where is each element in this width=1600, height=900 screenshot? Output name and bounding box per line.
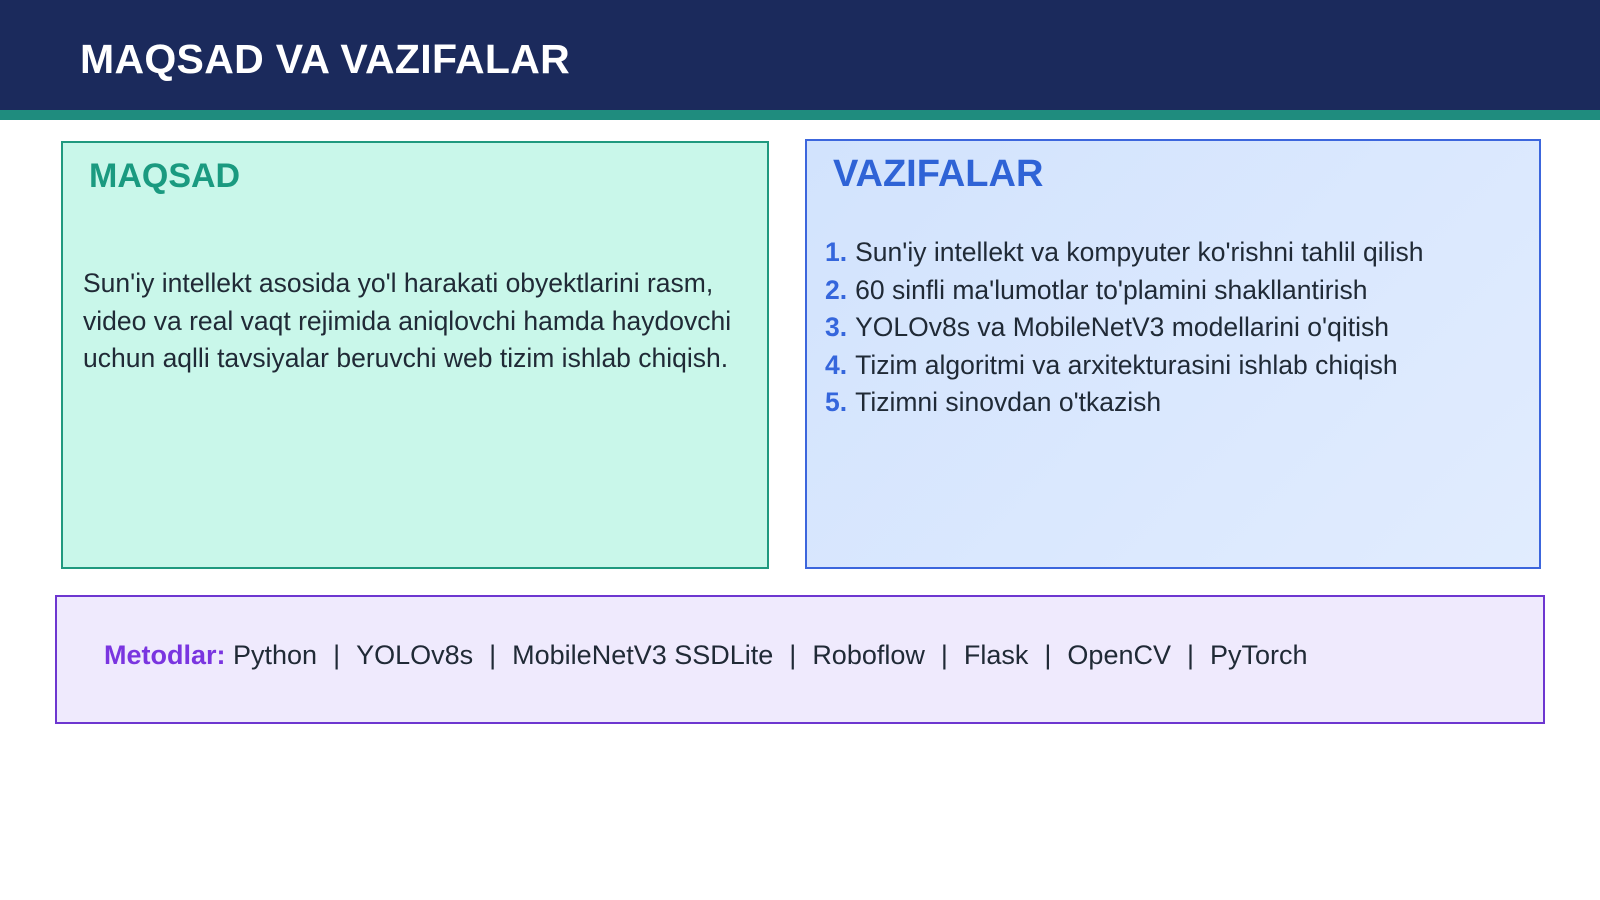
- task-text: Sun'iy intellekt va kompyuter ko'rishni tahlil qilish: [855, 237, 1424, 267]
- task-number: 3.: [825, 312, 848, 342]
- task-item: [825, 272, 1423, 310]
- method-separator: |: [1186, 640, 1194, 670]
- method-separator: |: [489, 640, 497, 670]
- task-item: [825, 234, 1423, 272]
- tasks-card: [805, 139, 1541, 569]
- goal-text: Sun'iy intellekt asosida yo'l harakati obyektlarini rasm, video va real vaqt rejimida aniqlovchi hamda haydovchi uchun aqlli tavsiyalar beruvchi web tizim ishlab chiqish.: [83, 268, 732, 373]
- header-accent-stripe: [0, 110, 1600, 120]
- task-number: 4.: [825, 349, 848, 380]
- task-text: 60 sinfli ma'lumotlar to'plamini shakllantirish: [855, 274, 1368, 305]
- methods-line: [104, 640, 1308, 671]
- task-text: YOLOv8s va MobileNetV3 modellarini o'qitish: [855, 312, 1389, 342]
- methods-bar: [55, 595, 1545, 724]
- task-item: [825, 347, 1423, 385]
- method-separator: |: [333, 640, 341, 670]
- goal-heading: MAQSAD: [89, 157, 241, 195]
- task-number: 1.: [825, 237, 848, 267]
- tasks-heading: VAZIFALAR: [833, 153, 1044, 195]
- slide-header: [0, 0, 1600, 110]
- task-number: 5.: [825, 387, 848, 417]
- method-separator: |: [940, 640, 948, 670]
- task-list: [825, 234, 1423, 422]
- task-text: Tizim algoritmi va arxitekturasini ishlab chiqish: [855, 349, 1398, 380]
- task-item: [825, 309, 1423, 347]
- method-roboflow: Roboflow: [812, 640, 925, 670]
- method-yolov8s: YOLOv8s: [356, 640, 474, 670]
- method-pytorch: PyTorch: [1210, 640, 1308, 670]
- task-number: 2.: [825, 274, 848, 305]
- method-separator: |: [1044, 640, 1052, 670]
- slide-title: MAQSAD VA VAZIFALAR: [80, 36, 571, 82]
- goal-card: [61, 141, 769, 569]
- method-opencv: OpenCV: [1067, 640, 1171, 670]
- task-item: [825, 384, 1423, 422]
- method-separator: |: [789, 640, 797, 670]
- task-text: Tizimni sinovdan o'tkazish: [855, 387, 1162, 417]
- method-mobilenetv3-ssdlite: MobileNetV3 SSDLite: [512, 640, 774, 670]
- method-python: Python: [233, 640, 318, 670]
- methods-label: Metodlar:: [104, 640, 226, 670]
- method-flask: Flask: [963, 640, 1029, 670]
